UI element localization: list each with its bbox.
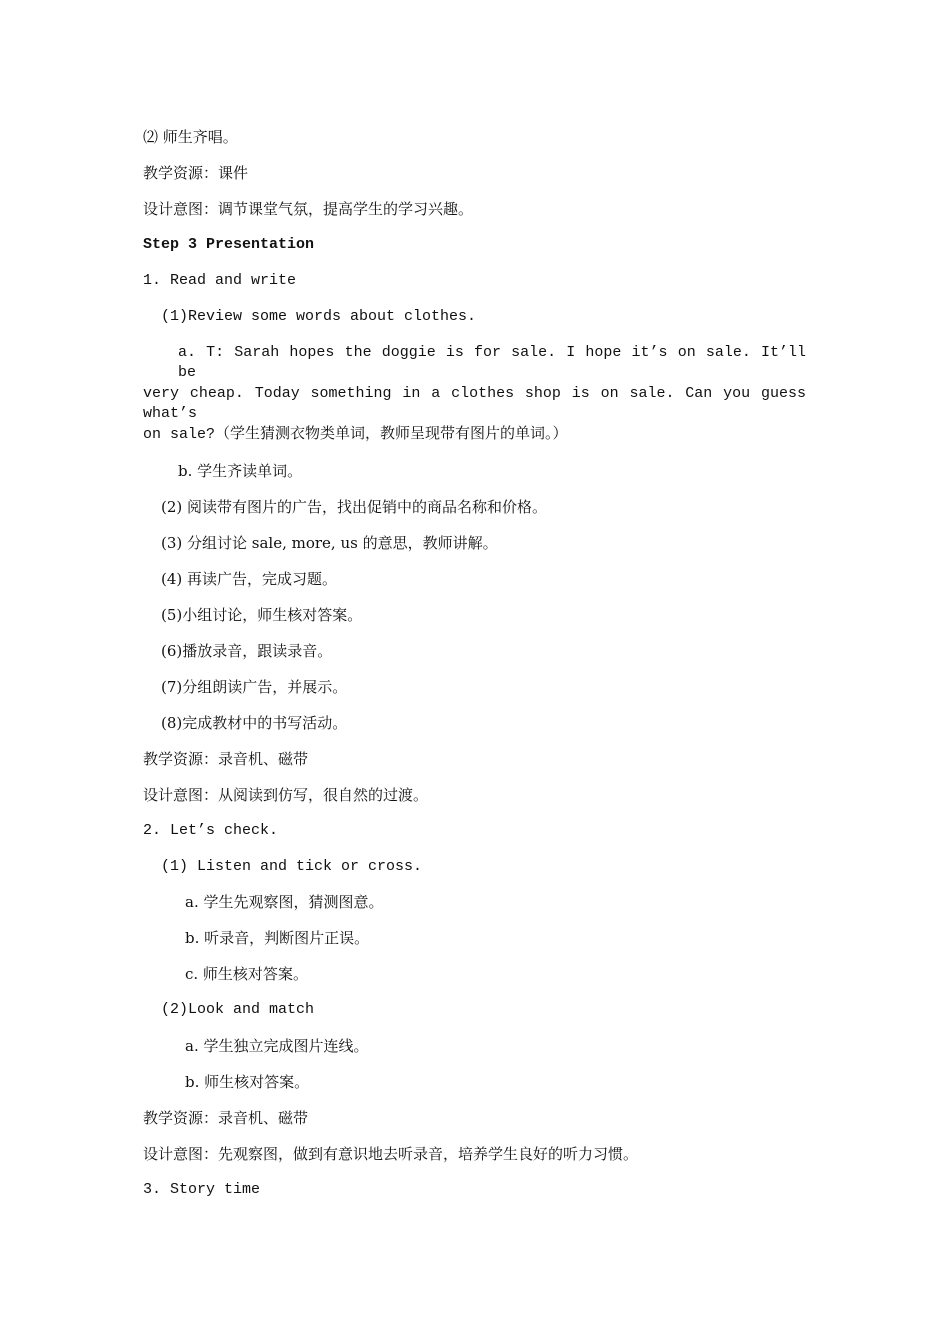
paragraph-line-3: on sale?（学生猜测衣物类单词，教师呈现带有图片的单词。） — [143, 426, 568, 443]
item-listen-tick: (1) Listen and tick or cross. — [161, 858, 423, 875]
item-listen-judge: b. 听录音，判断图片正误。 — [185, 929, 370, 947]
line-intent-2: 设计意图：从阅读到仿写，很自然的过渡。 — [143, 786, 429, 804]
subheading-read-write: 1. Read and write — [143, 272, 297, 289]
line-song: ⑵ 师生齐唱。 — [143, 128, 238, 146]
item-check-answers-3: b. 师生核对答案。 — [185, 1073, 310, 1091]
item-reread-ad: (4) 再读广告，完成习题。 — [161, 570, 338, 588]
item-writing-activity: (8)完成教材中的书写活动。 — [161, 714, 348, 732]
item-play-recording: (6)播放录音，跟读录音。 — [161, 642, 333, 660]
item-observe-picture: a. 学生先观察图，猜测图意。 — [185, 893, 384, 911]
subheading-lets-check: 2. Let’s check. — [143, 822, 279, 839]
section-heading-step3: Step 3 Presentation — [143, 236, 315, 253]
item-look-match: (2)Look and match — [161, 1001, 315, 1018]
subheading-story-time: 3. Story time — [143, 1181, 261, 1198]
item-read-words: b. 学生齐读单词。 — [178, 462, 303, 480]
item-discuss-words: (3) 分组讨论 sale, more, us 的意思，教师讲解。 — [161, 534, 498, 552]
item-review-words: (1)Review some words about clothes. — [161, 308, 477, 325]
item-match-pictures: a. 学生独立完成图片连线。 — [185, 1037, 369, 1055]
item-check-answers: (5)小组讨论，师生核对答案。 — [161, 606, 363, 624]
paragraph-line-2: very cheap. Today something in a clothes shop is on sale. Can you guess what’s — [143, 385, 806, 422]
line-resource-1: 教学资源：课件 — [143, 164, 249, 182]
item-group-read: (7)分组朗读广告，并展示。 — [161, 678, 348, 696]
line-intent-3: 设计意图：先观察图，做到有意识地去听录音，培养学生良好的听力习惯。 — [143, 1145, 639, 1163]
item-read-ad: (2) 阅读带有图片的广告，找出促销中的商品名称和价格。 — [161, 498, 548, 516]
line-resource-2: 教学资源：录音机、磁带 — [143, 750, 309, 768]
line-resource-3: 教学资源：录音机、磁带 — [143, 1109, 309, 1127]
item-check-answers-2: c. 师生核对答案。 — [185, 965, 308, 983]
paragraph-line-1: a. T: Sarah hopes the doggie is for sale. I hope it’s on sale. It’ll be — [178, 344, 806, 381]
line-intent-1: 设计意图：调节课堂气氛，提高学生的学习兴趣。 — [143, 200, 474, 218]
